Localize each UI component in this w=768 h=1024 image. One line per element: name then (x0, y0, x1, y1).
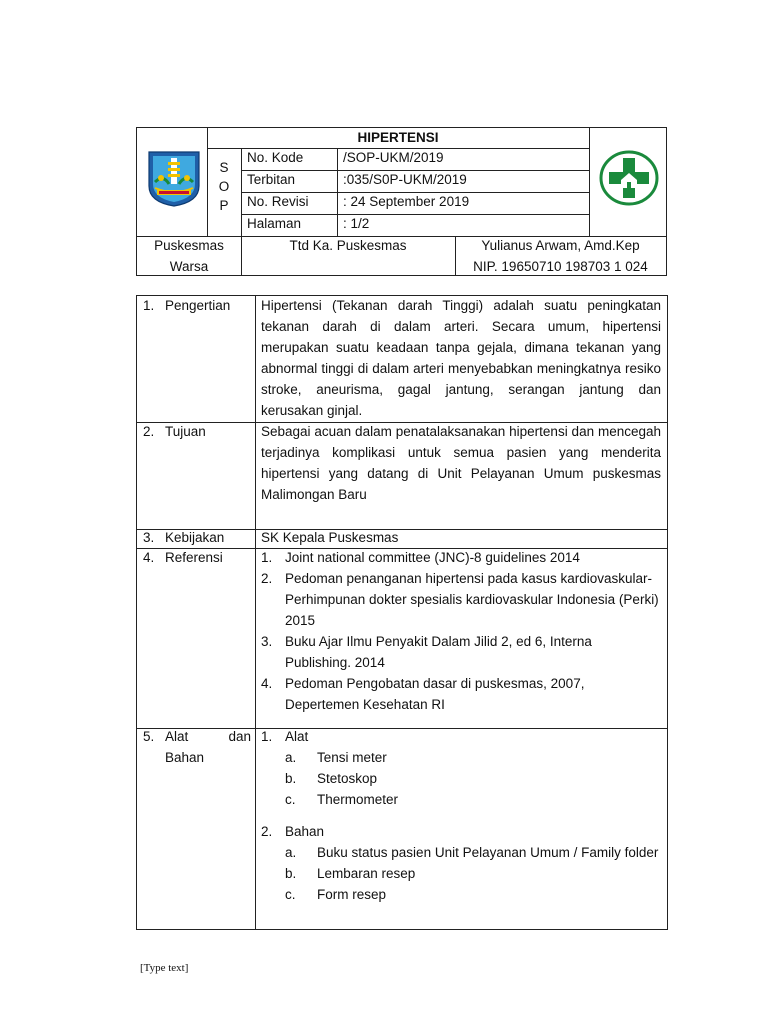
puskesmas-cross-icon (599, 150, 659, 206)
label-pengertian: 1. Pengertian (143, 298, 231, 313)
list-item: 3. Buku Ajar Ilmu Penyakit Dalam Jilid 2, ed 6, Interna Publishing. 2014 (261, 634, 592, 670)
sop-vertical-label (209, 158, 239, 215)
document-title: HIPERTENSI (357, 130, 439, 145)
list-item: b. Stetoskop (285, 771, 378, 786)
list-item: b. Lembaran resep (285, 866, 416, 881)
sop-letter: O (218, 179, 230, 194)
alat-bahan-list (261, 726, 661, 905)
head-name: Yulianus Arwam, Amd.Kep (481, 238, 640, 253)
sop-letter: S (219, 160, 229, 175)
row-value-revisi: : 24 September 2019 (343, 194, 470, 209)
list-item-alat: 1. Alat (261, 729, 309, 744)
referensi-list (261, 547, 661, 715)
sop-content-table (136, 295, 668, 930)
label-kebijakan: 3. Kebijakan (143, 530, 225, 545)
list-item: a. Buku status pasien Unit Pelayanan Umum / Family folder (285, 845, 659, 860)
text-tujuan: Sebagai acuan dalam penatalaksanakan hipertensi dan mencegah terjadinya komplikasi untuk semua pasien yang menderita hipertensi yang datang di Unit Pelayanan Umum puskesmas Malimongan Baru (261, 424, 661, 502)
row-value-terbitan: :035/S0P-UKM/2019 (343, 172, 467, 187)
label-tujuan: 2. Tujuan (143, 424, 206, 439)
puskesmas-name: Puskesmas Warsa (154, 238, 224, 274)
row-label-revisi: No. Revisi (247, 194, 309, 209)
list-item: c. Form resep (285, 887, 387, 902)
list-item: 1. Joint national committee (JNC)-8 guidelines 2014 (261, 550, 580, 565)
list-item: 2. Pedoman penanganan hipertensi pada kasus kardiovaskular-Perhimpunan dokter spesialis kardiovaskular Indonesia (Perki) 2015 (261, 571, 659, 628)
list-item: a. Tensi meter (285, 750, 387, 765)
list-item: 4. Pedoman Pengobatan dasar di puskesmas, 2007, Depertemen Kesehatan RI (261, 676, 585, 712)
label-alat-bahan: 5. Alat dan Bahan (143, 729, 251, 765)
regional-emblem-icon (145, 148, 203, 208)
sop-header-table (136, 127, 667, 276)
row-label-kode: No. Kode (247, 150, 304, 165)
sop-letter: P (219, 198, 229, 213)
text-pengertian: Hipertensi (Tekanan darah Tinggi) adalah suatu peningkatan tekanan darah di dalam arteri. Secara umum, hipertensi merupakan suatu keadaan tanpa gejala, dimana tekanan yang abnormal tinggi di dalam arteri menyebabkan meningkatnya resiko stroke, aneurisma, gagal jantung, serangan jantung dan kerusakan ginjal. (261, 298, 661, 418)
head-nip: NIP. 19650710 198703 1 024 (473, 259, 648, 274)
row-value-kode: /SOP-UKM/2019 (343, 150, 444, 165)
text-kebijakan: SK Kepala Puskesmas (261, 530, 399, 545)
row-value-halaman: : 1/2 (343, 216, 370, 231)
signature-title: Ttd Ka. Puskesmas (289, 238, 407, 253)
footer-placeholder-text: [Type text] (140, 962, 189, 974)
list-item-bahan: 2. Bahan (261, 824, 325, 839)
row-label-halaman: Halaman (247, 216, 302, 231)
list-item: c. Thermometer (285, 792, 399, 807)
label-referensi: 4. Referensi (143, 550, 223, 565)
row-label-terbitan: Terbitan (247, 172, 296, 187)
